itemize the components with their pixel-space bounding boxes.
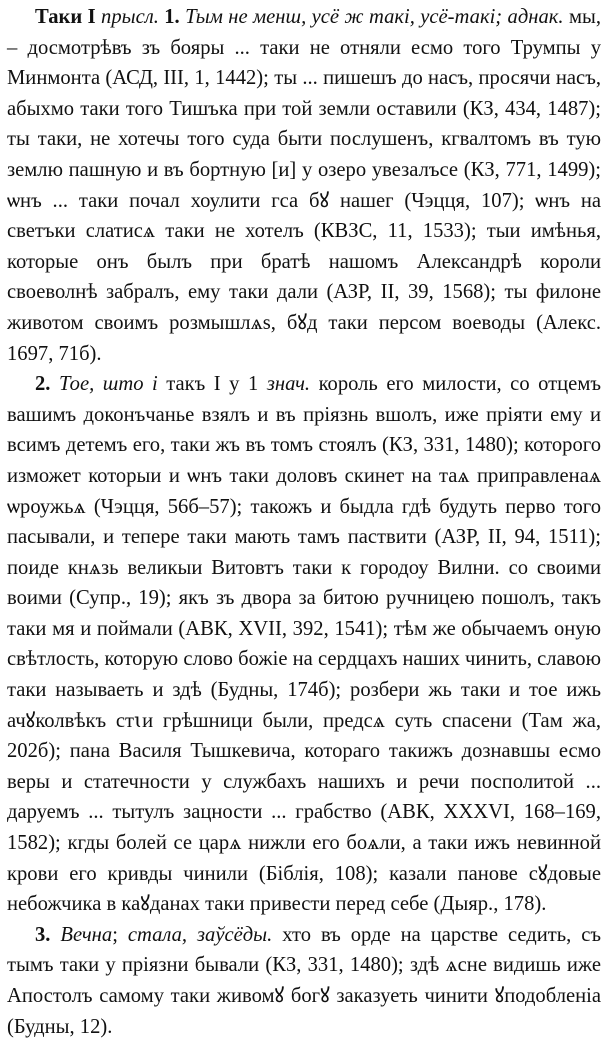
sense-2-cross-reference-tail: знач. [266, 373, 311, 396]
sense-1-text: мы, – досмотрѣвъ зъ бояры ... таки не отняли есмо того Трумпы у Минмонта (АСД, III, 1, 1442); ты ... пишешъ до насъ, просячи насъ, абыхмо таки того Тишъка при той земли оставили (КЗ, 434, 1487); ты таки, не хотечы того суда быти послушенъ, кгвалтомъ въ тую землю пашную и въ бортную [и] у озеро увезалъсе (КЗ, 771, 1499); ѡнъ ... таки почал хоулити гса бꙋ нашег (Чэцця, 107); ѡнъ на светъки слатисѧ таки не хотелъ (КВЗС, 11, 1533); тыи имѣнья, которые онъ былъ при братѣ нашомъ Александрѣ короли своеволнѣ забралъ, ему таки дали (АЗР, II, 39, 1568); ты филоне животом своимъ розмышлѧs, бꙋд таки персом воеводы (Алекс. 1697, 71б). [7, 6, 601, 365]
sense-2-cross-reference: такъ I у 1 [166, 373, 259, 396]
sense-3-gloss-secondary: стала, заўсёды. [127, 923, 273, 946]
sense-2-text: король его милости, со отцемъ вашимъ доконъчанье взялъ и въ пріязнь вшолъ, иже пріяти ему и всимъ детемъ его, таки жъ въ томъ стоялъ (КЗ, 331, 1480); которого изможет которыи и ѡнъ таки доловъ скинет на таѧ приправленаѧ ѡроужьѧ (Чэцця, 56б–57); такожъ и быдла гдѣ будуть перво того пасывали, и тепере таки мають тамъ паствити (АЗР, II, 94, 1511); поиде кнѧзь великыи Витовтъ таки к городоу Вилни. со своими воими (Супр., 19); якъ зъ двора за битою ручницею пошолъ, такъ таки мя и поймали (АВК, XVII, 392, 1541); тѣм же обычаемъ оную свѣтлость, которую слово божіе на сердцахъ наших чинить, славою таки называеть и здѣ (Будны, 174б); розбери жь таки и тое ижь ачꙋколвѣкъ стꙇи грѣшници были, предсѧ суть спасени (Там жа, 202б); пана Василя Тышкевича, котораго такижъ дознавшы есмо веры и статечности у службахъ нашихъ и речи посполитой ... даруемъ ... тытулъ зацности ... грабство (АВК, XXXVI, 168–169, 1582); кгды болей се царѧ нижли его боѧли, а таки ижъ невинной крови его кривды чинили (Біблія, 108); казали панове сꙋдовые небожчика в каꙋданах таки привести перед себе (Дыяр., 178). [7, 373, 601, 916]
sense-3-gloss: Вечна [60, 923, 113, 946]
sense-1-paragraph [7, 2, 601, 369]
sense-2-gloss: Тое, што і [58, 373, 158, 396]
sense-2-number: 2. [35, 373, 51, 396]
sense-3-number: 3. [35, 923, 51, 946]
sense-3-text: хто въ орде на царстве седить, съ тымъ таки у пріязни бывали (КЗ, 331, 1480); здѣ ѧсне видишь иже Апостолъ самому таки живомꙋ богꙋ заказуеть чинити ꙋподобленіа (Будны, 12). [7, 923, 601, 1038]
sense-2-paragraph [7, 369, 601, 920]
sense-1-number: 1. [164, 6, 180, 28]
sense-1-gloss: Тым не менш, усё ж такі, усё-такі; аднак. [185, 6, 564, 28]
head-word: Таки I [35, 6, 96, 28]
sense-3-paragraph: 3. Вечна; стала, заўсёды. хто въ орде на царстве седить, съ тымъ таки у пріязни бывали (КЗ, 331, 1480); здѣ ѧсне видишь иже Апостолъ самому таки живомꙋ богꙋ заказуеть чинити ꙋподобленіа (Будны, 12). [7, 923, 601, 1038]
part-of-speech: прысл. [101, 6, 159, 28]
